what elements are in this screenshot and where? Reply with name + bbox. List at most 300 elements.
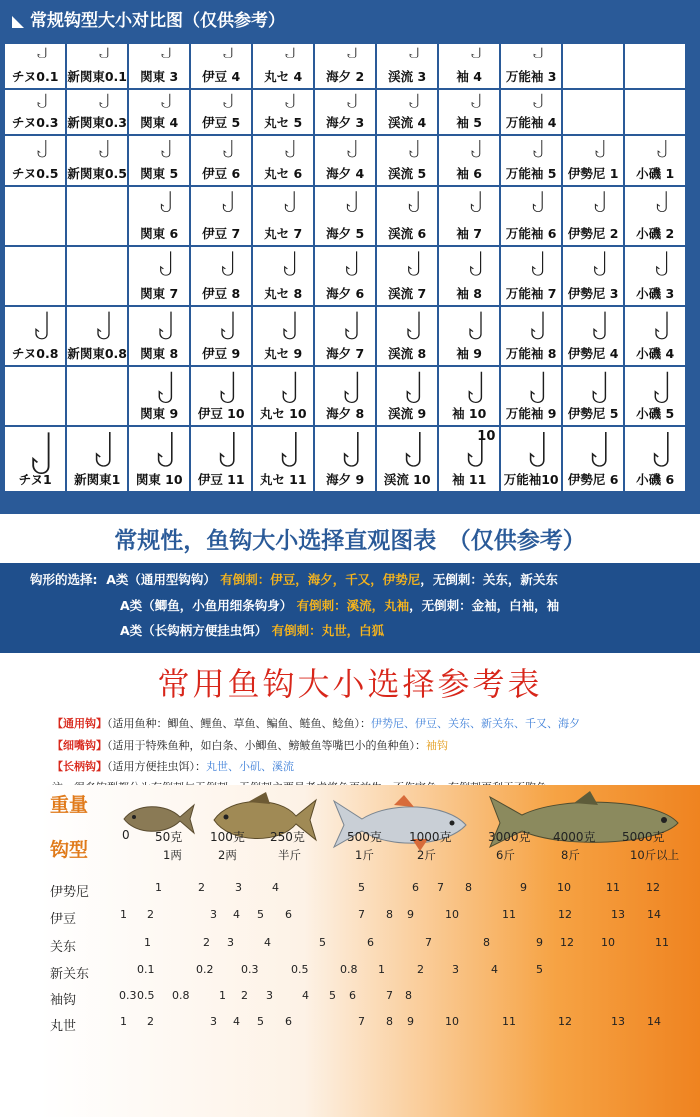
hook-cell [377, 367, 437, 425]
fish-hook-icon [467, 310, 487, 342]
hook-size-value: 1 [144, 936, 151, 949]
fish-hook-icon [344, 250, 362, 278]
weight-jin: 1两 [163, 848, 182, 862]
hook-size-value: 5 [358, 881, 365, 894]
hook-size-value: 0.8 [172, 989, 190, 1002]
fish-hook-icon [592, 250, 610, 278]
hook-label: 渓流 4 [388, 115, 427, 131]
hook-label: 新関東0.5 [67, 166, 128, 182]
hook-size-value: 12 [646, 881, 660, 894]
hook-cell [501, 90, 561, 134]
hook-size-value: 1 [219, 989, 226, 1002]
hook-cell [315, 187, 375, 245]
fish-hook-icon [653, 310, 673, 342]
hook-size-value: 0.8 [340, 963, 358, 976]
hook-cell [439, 247, 499, 305]
hook-size-value: 9 [536, 936, 543, 949]
hook-label: 渓流 9 [388, 406, 427, 422]
hook-cell [315, 307, 375, 365]
hook-cell [67, 307, 127, 365]
hook-label: 伊豆 11 [197, 472, 245, 488]
fish-hook-icon [343, 310, 363, 342]
fish-hook-icon [346, 47, 360, 59]
hook-cell [377, 90, 437, 134]
hook-label: 渓流 3 [388, 69, 427, 85]
hook-reference-table [0, 653, 700, 1117]
hook-size-value: 0.1 [137, 963, 155, 976]
hook-size-value: 12 [560, 936, 574, 949]
hook-label: 海夕 7 [326, 346, 365, 362]
hook-size-value: 4 [302, 989, 309, 1002]
fish-hook-icon [217, 430, 241, 470]
hook-cell [315, 90, 375, 134]
fish-hook-icon [93, 430, 117, 470]
hook-label: 渓流 5 [388, 166, 427, 182]
hook-size-value: 6 [412, 881, 419, 894]
hook-cell [439, 367, 499, 425]
hook-label: 袖 5 [456, 115, 482, 131]
hook-size-value: 0.2 [196, 963, 214, 976]
hook-size-value: 0.3 [119, 989, 137, 1002]
fish-hook-icon [656, 139, 670, 159]
hook-label: 渓流 10 [383, 472, 431, 488]
fish-hook-icon [529, 310, 549, 342]
hook-cell [501, 367, 561, 425]
banner-text: 常规性，鱼钩大小选择直观图表 （仅供参考） [114, 528, 586, 554]
hook-cell [439, 136, 499, 185]
fish-hook-icon [532, 47, 546, 59]
hook-size-value: 8 [386, 1015, 393, 1028]
hook-cell [439, 44, 499, 88]
weight-grams: 50克 [155, 830, 183, 844]
hook-label: 袖 4 [456, 69, 482, 85]
hook-label: 万能袖 8 [505, 346, 557, 362]
hook-size-value: 11 [502, 908, 516, 921]
hook-type-selection [0, 563, 700, 653]
fish-hook-icon [221, 190, 237, 214]
hook-label: 渓流 8 [388, 346, 427, 362]
fish-hook-icon [220, 250, 238, 278]
hook-label: チヌ0.1 [11, 69, 59, 85]
hook-label: 小磯 6 [636, 472, 675, 488]
hook-label: 伊豆 10 [197, 406, 245, 422]
hook-label: 伊勢尼 4 [567, 346, 619, 362]
hook-size-value: 3 [235, 881, 242, 894]
weight-jin: 半斤 [278, 848, 301, 862]
fish-hook-icon [651, 430, 675, 470]
hook-cell [253, 187, 313, 245]
weight-grams: 4000克 [553, 830, 596, 844]
hook-cell [253, 90, 313, 134]
hook-cell [129, 427, 189, 491]
hook-cell [129, 44, 189, 88]
hook-cell [563, 367, 623, 425]
selection-line-2: A类（鲫鱼，小鱼用细条钩身） 有倒刺：溪流，丸袖，无倒刺：金袖，白袖，袖 [120, 598, 560, 613]
hook-label: チヌ0.8 [11, 346, 59, 362]
hook-cell [501, 427, 561, 491]
hook-size-value: 2 [203, 936, 210, 949]
hook-cell [501, 307, 561, 365]
fish-hook-icon [405, 310, 425, 342]
hook-size-value: 10 [601, 936, 615, 949]
hook-label: 丸セ 4 [264, 69, 303, 85]
hook-label: 丸セ 8 [264, 286, 303, 302]
hook-label: 小磯 1 [636, 166, 675, 182]
hook-cell [5, 90, 65, 134]
fish-hook-icon [284, 93, 298, 109]
weight-grams: 0 [122, 828, 130, 842]
hook-cell [501, 136, 561, 185]
section3-title: 常用鱼钩大小选择参考表 [157, 665, 543, 703]
hook-cell [625, 44, 685, 88]
hook-cell [439, 427, 499, 491]
fish-hook-icon [160, 47, 174, 59]
hook-size-value: 12 [558, 908, 572, 921]
hook-size-value: 5 [536, 963, 543, 976]
hook-cell [501, 247, 561, 305]
hook-cell [67, 427, 127, 491]
hook-cell [129, 187, 189, 245]
hook-cell [129, 367, 189, 425]
hook-cell [129, 90, 189, 134]
hook-cell [191, 247, 251, 305]
grass-carp-fish-icon [482, 789, 682, 855]
fish-hook-icon [470, 47, 484, 59]
hook-cell [315, 136, 375, 185]
hook-cell [501, 44, 561, 88]
hook-cell [315, 44, 375, 88]
fish-hook-icon [155, 430, 179, 470]
note-general: 【通用钩】（适用鱼种：鲫鱼、鲤鱼、草鱼、鳊鱼、鲢鱼、鲶鱼）：伊势尼、伊豆、关东、新关东、千又、海夕 [52, 717, 580, 730]
hook-cell [439, 187, 499, 245]
fish-hook-icon [36, 139, 50, 159]
hook-label: 関東 6 [140, 226, 179, 242]
hook-label: 万能袖 3 [505, 69, 557, 85]
hook-size-value: 1 [155, 881, 162, 894]
hook-type-name: 袖钩 [50, 993, 77, 1008]
hook-label: 関東 9 [140, 406, 179, 422]
fish-hook-icon [346, 139, 360, 159]
hook-cell [191, 136, 251, 185]
hook-label: 丸セ 6 [264, 166, 303, 182]
fish-hook-icon [528, 370, 550, 406]
hook-label: 関東 5 [140, 166, 179, 182]
hook-size-value: 7 [386, 989, 393, 1002]
weight-table-panel [40, 785, 700, 1117]
hook-cell [191, 90, 251, 134]
hook-label: 関東 4 [140, 115, 179, 131]
hook-cell [563, 307, 623, 365]
hook-label: 袖 7 [456, 226, 482, 242]
fish-hook-icon [531, 190, 547, 214]
fish-hook-icon [156, 370, 178, 406]
fish-hook-icon [406, 250, 424, 278]
hook-type-name: 伊豆 [50, 912, 77, 927]
fish-hook-icon [279, 430, 303, 470]
weight-grams: 500克 [347, 830, 382, 844]
hook-cell [377, 136, 437, 185]
hook-cell [5, 136, 65, 185]
weight-grams: 100克 [210, 830, 245, 844]
fish-hook-icon [341, 430, 365, 470]
hook-cell [563, 187, 623, 245]
hook-size-value: 3 [210, 1015, 217, 1028]
size-10-marker: 10 [477, 429, 496, 444]
fish-hook-icon [283, 190, 299, 214]
hook-cell [5, 247, 65, 305]
hook-size-value: 1 [378, 963, 385, 976]
hook-cell [5, 307, 65, 365]
hook-size-value: 10 [557, 881, 571, 894]
hook-cell [563, 247, 623, 305]
fish-hook-icon [532, 93, 546, 109]
hook-size-value: 0.3 [241, 963, 259, 976]
hook-cell [191, 44, 251, 88]
hook-label: 海夕 4 [326, 166, 365, 182]
fish-hook-icon [222, 139, 236, 159]
hook-label: 新関東1 [74, 472, 121, 488]
hook-cell [67, 367, 127, 425]
hook-cell [377, 307, 437, 365]
fish-hook-icon [408, 139, 422, 159]
fish-hook-icon [98, 47, 112, 59]
hook-label: 関東 10 [135, 472, 183, 488]
hook-label: 小磯 2 [636, 226, 675, 242]
hook-cell [253, 307, 313, 365]
hook-cell [377, 247, 437, 305]
hook-label: 伊豆 7 [202, 226, 241, 242]
hook-size-value: 5 [329, 989, 336, 1002]
fish-hook-icon [408, 93, 422, 109]
hook-cell [67, 44, 127, 88]
hook-label: 袖 6 [456, 166, 482, 182]
fish-hook-icon [468, 250, 486, 278]
hook-cell [625, 187, 685, 245]
hook-size-value: 9 [407, 1015, 414, 1028]
hook-label: 海夕 6 [326, 286, 365, 302]
banner [0, 514, 700, 563]
weight-jin: 2斤 [417, 848, 436, 862]
hook-cell [625, 90, 685, 134]
weight-jin: 8斤 [561, 848, 580, 862]
hook-cell [377, 427, 437, 491]
hook-size-value: 10 [445, 908, 459, 921]
section1-title: 常规钩型大小对比图（仅供参考） [0, 0, 700, 42]
hook-size-value: 8 [465, 881, 472, 894]
fish-hook-icon [218, 370, 240, 406]
fish-hook-icon [593, 190, 609, 214]
hook-label: 丸セ 9 [264, 346, 303, 362]
fish-hook-icon [282, 250, 300, 278]
fish-hook-icon [532, 139, 546, 159]
hook-label: 袖 9 [456, 346, 482, 362]
fish-hook-icon [655, 190, 671, 214]
hook-label: 小磯 5 [636, 406, 675, 422]
hook-size-value: 4 [491, 963, 498, 976]
weight-jin: 1斤 [355, 848, 374, 862]
note-fine-mouth: 【细嘴钩】（适用于特殊鱼种，如白条、小鲫鱼、鳑鲏鱼等嘴巴小的鱼种鱼）：袖钩 [52, 739, 448, 752]
fish-hook-icon [36, 93, 50, 109]
hook-size-value: 3 [227, 936, 234, 949]
hook-label: 袖 8 [456, 286, 482, 302]
hook-size-value: 13 [611, 908, 625, 921]
hook-label: 新関東0.1 [67, 69, 128, 85]
hook-cell [625, 307, 685, 365]
fish-hook-icon [470, 93, 484, 109]
hook-cell [377, 187, 437, 245]
fish-hook-icon [219, 310, 239, 342]
hook-cell [5, 367, 65, 425]
fish-hook-icon [33, 310, 53, 342]
hook-label: チヌ0.3 [11, 115, 59, 131]
hook-size-value: 11 [655, 936, 669, 949]
hook-size-value: 2 [147, 908, 154, 921]
weight-grams: 5000克 [622, 830, 665, 844]
fish-hook-icon [470, 139, 484, 159]
fish-hook-icon [98, 93, 112, 109]
weight-grams: 3000克 [488, 830, 531, 844]
hook-cell [191, 187, 251, 245]
fish-hook-icon [160, 139, 174, 159]
hook-label: 渓流 6 [388, 226, 427, 242]
hook-label: 関東 3 [140, 69, 179, 85]
hook-size-value: 9 [520, 881, 527, 894]
weight-grams: 250克 [270, 830, 305, 844]
hook-label: チヌ1 [18, 472, 52, 488]
hook-label: 新関東0.3 [67, 115, 128, 131]
hook-cell [563, 136, 623, 185]
hook-size-value: 3 [266, 989, 273, 1002]
hook-label: 海夕 8 [326, 406, 365, 422]
hook-label: 伊勢尼 2 [567, 226, 619, 242]
hook-cell [191, 367, 251, 425]
hook-size-value: 4 [233, 1015, 240, 1028]
fish-hook-icon [594, 139, 608, 159]
fish-hook-icon [530, 250, 548, 278]
hook-size-value: 3 [210, 908, 217, 921]
hook-size-value: 14 [647, 1015, 661, 1028]
hook-label: 万能袖10 [503, 472, 559, 488]
fish-hook-icon [95, 310, 115, 342]
hook-size-value: 1 [120, 1015, 127, 1028]
hook-cell [67, 90, 127, 134]
hook-label: 伊勢尼 1 [567, 166, 619, 182]
hook-label: 伊豆 4 [202, 69, 241, 85]
hook-type-name: 新关东 [50, 967, 90, 982]
hook-type-name: 关东 [50, 940, 77, 955]
hook-label: 万能袖 5 [505, 166, 557, 182]
hook-cell [253, 247, 313, 305]
fish-hook-icon [404, 370, 426, 406]
weight-jin: 6斤 [496, 848, 515, 862]
hook-cell [67, 136, 127, 185]
hook-label: 伊勢尼 5 [567, 406, 619, 422]
hook-label: 伊豆 9 [202, 346, 241, 362]
hook-size-value: 0.5 [291, 963, 309, 976]
hook-cell [315, 427, 375, 491]
hook-label: 万能袖 6 [505, 226, 557, 242]
hook-label: 伊豆 8 [202, 286, 241, 302]
fish-hook-icon [654, 250, 672, 278]
hook-label: 関東 8 [140, 346, 179, 362]
hook-cell [377, 44, 437, 88]
hook-label: 伊豆 6 [202, 166, 241, 182]
hook-label: 海夕 3 [326, 115, 365, 131]
hook-cell [439, 307, 499, 365]
hook-label: 伊勢尼 3 [567, 286, 619, 302]
hook-label: 丸セ 11 [259, 472, 307, 488]
hook-size-value: 8 [483, 936, 490, 949]
hook-label: 万能袖 4 [505, 115, 557, 131]
fish-hook-icon [160, 93, 174, 109]
fish-hook-icon [36, 47, 50, 59]
hook-cell [439, 90, 499, 134]
hook-size-value: 10 [445, 1015, 459, 1028]
hook-size-value: 6 [285, 1015, 292, 1028]
hook-cell [315, 367, 375, 425]
hook-cell [191, 307, 251, 365]
hook-size-value: 14 [647, 908, 661, 921]
hook-type-name: 丸世 [50, 1019, 77, 1034]
hook-label: 袖 11 [452, 472, 487, 488]
hook-size-value: 4 [233, 908, 240, 921]
selection-line-1: 钩形的选择: A类（通用型钩钩） 有倒刺：伊豆，海夕，千又，伊势尼，无倒刺：关东，新关东 [30, 572, 558, 587]
fish-hook-icon [469, 190, 485, 214]
hook-label: 丸セ 7 [264, 226, 303, 242]
hook-cell [253, 136, 313, 185]
hook-size-value: 2 [241, 989, 248, 1002]
hook-cell [625, 247, 685, 305]
fish-hook-icon [591, 310, 611, 342]
weight-jin: 10斤以上 [630, 848, 680, 862]
fish-hook-icon [222, 47, 236, 59]
hook-label: 万能袖 7 [505, 286, 557, 302]
weight-grams: 1000克 [409, 830, 452, 844]
hook-size-value: 2 [198, 881, 205, 894]
hook-cell [253, 427, 313, 491]
fish-hook-icon [346, 93, 360, 109]
hook-size-value: 7 [437, 881, 444, 894]
hook-size-value: 2 [147, 1015, 154, 1028]
hook-size-value: 4 [264, 936, 271, 949]
hook-label: 伊勢尼 6 [567, 472, 619, 488]
fish-hook-icon [157, 310, 177, 342]
hook-label: 丸セ 5 [264, 115, 303, 131]
hook-size-value: 7 [358, 908, 365, 921]
hook-cell [625, 136, 685, 185]
fish-hook-icon [408, 47, 422, 59]
hook-size-value: 8 [386, 908, 393, 921]
hook-size-value: 5 [257, 908, 264, 921]
hook-label: 万能袖 9 [505, 406, 557, 422]
hook-size-value: 12 [558, 1015, 572, 1028]
hook-label: 海夕 2 [326, 69, 365, 85]
hook-label: 小磯 3 [636, 286, 675, 302]
hook-cell [129, 247, 189, 305]
hook-cell [625, 427, 685, 491]
hook-cell [129, 136, 189, 185]
hook-size-value: 8 [405, 989, 412, 1002]
hook-size-value: 7 [425, 936, 432, 949]
hook-size-value: 11 [502, 1015, 516, 1028]
hook-label: 関東 7 [140, 286, 179, 302]
hook-cell [563, 90, 623, 134]
weight-label: 重量 [50, 794, 89, 816]
fish-hook-icon [342, 370, 364, 406]
hook-size-value: 3 [452, 963, 459, 976]
fish-hook-icon [158, 250, 176, 278]
hook-size-value: 1 [120, 908, 127, 921]
